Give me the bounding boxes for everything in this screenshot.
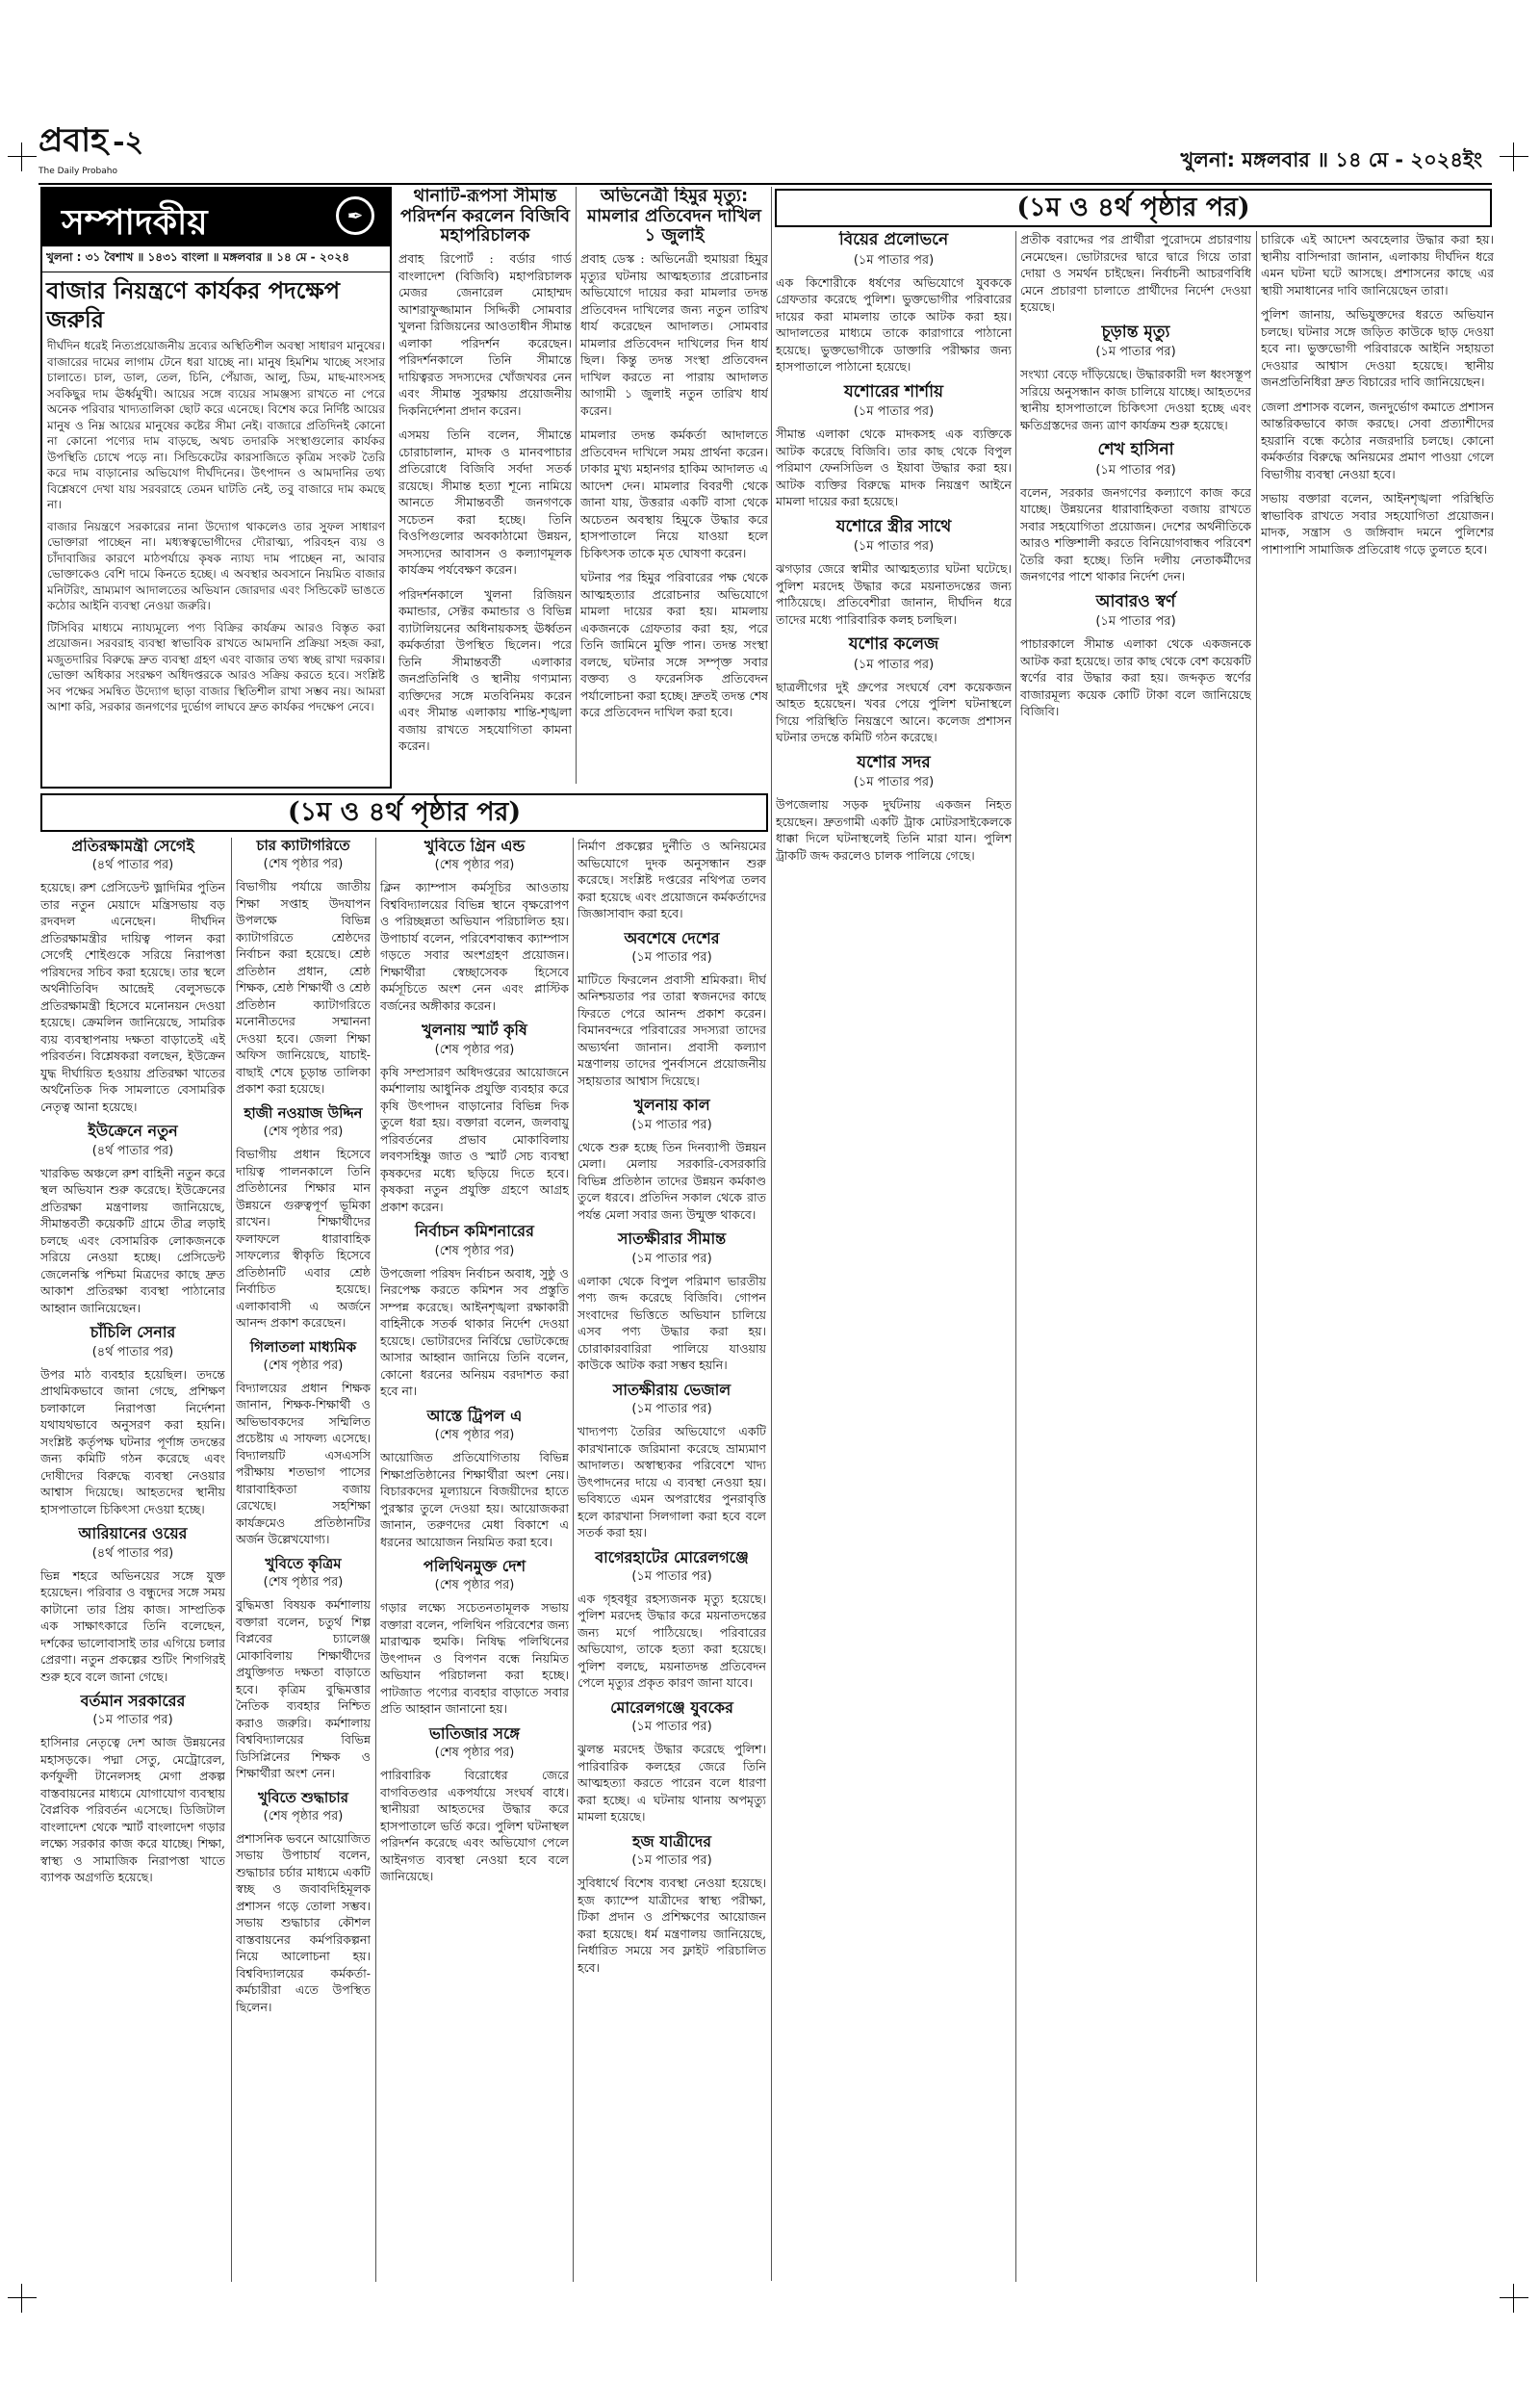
story-headline: আরিয়ানের ওয়ের (78, 1524, 188, 1543)
story-body: বিদ্যালয়ের প্রধান শিক্ষক জানান, শিক্ষক-শিক্ষার্থী ও অভিভাবকদের সম্মিলিত প্রচেষ্টায় এ সাফল্য এসেছে। বিদ্যালয়টি এসএসসি পরীক্ষায় শতভাগ পাসের ধারাবাহিকতা বজায় রেখেছে। সহশিক্ষা কার্যক্রমেও প্রতিষ্ঠানটির অর্জন উল্লেখযোগ্য। (236, 1380, 371, 1547)
story-body: মাটিতে ফিরলেন প্রবাসী শ্রমিকরা। দীর্ঘ অনিশ্চয়তার পর তারা স্বজনদের কাছে ফিরতে পেরে আনন্দ প্রকাশ করেন। বিমানবন্দরে পরিবারের সদস্যরা তাদের অভ্যর্থনা জানান। প্রবাসী কল্যাণ মন্ত্রণালয় তাদের পুনর্বাসনে প্রয়োজনীয় সহায়তার আশ্বাস দিয়েছে। (578, 971, 766, 1088)
continued-from: (শেষ পৃষ্ঠার পর) (263, 1808, 344, 1824)
continuation-banner-middle: (১ম ও ৪র্থ পৃষ্ঠার পর) (40, 793, 768, 832)
story-headline: চাঁচিলি সেনার (90, 1323, 176, 1342)
continued-from: (১ম পাতার পর) (631, 1853, 712, 1869)
story-body: এক কিশোরীকে ধর্ষণের অভিযোগে যুবককে গ্রেফতার করেছে পুলিশ। ভুক্তভোগীর পরিবারের দায়ের করা মামলায় তাকে আটক করা হয়। আদালতের মাধ্যমে তাকে কারাগারে পাঠানো হয়েছে। ভুক্তভোগীকে ডাক্তারি পরীক্ষার জন্য হাসপাতালে পাঠানো হয়েছে। (776, 274, 1012, 375)
story-headline: যশোরে স্ত্রীর সাথে (835, 516, 952, 536)
story-headline: চূড়ান্ত মৃত্যু (1101, 322, 1170, 342)
top-story-bgb (398, 187, 572, 789)
header-rule (38, 183, 1492, 185)
story-body: সীমান্ত এলাকা থেকে মাদকসহ এক ব্যক্তিকে আটক করেছে বিজিবি। তার কাছ থেকে বিপুল পরিমাণ ফেনসিডিল ও ইয়াবা উদ্ধার করা হয়। আটক ব্যক্তির বিরুদ্ধে মাদক নিয়ন্ত্রণ আইনে মামলা দায়ের করা হয়েছে। (776, 427, 1012, 509)
continued-from: (১ম পাতার পর) (1095, 345, 1176, 360)
continued-from: (১ম পাতার পর) (631, 1402, 712, 1417)
continued-from: (শেষ পৃষ্ঠার পর) (263, 1575, 344, 1590)
story (578, 1382, 766, 1541)
story-paragraph: প্রবাহ রিপোর্ট : বর্ডার গার্ড বাংলাদেশ (বিজিবি) মহাপরিচালক মেজর জেনারেল মোহাম্মদ আশরাফুজ্জামান সিদ্দিকী সোমবার খুলনা রিজিয়নের আওতাধীন সীমান্ত এলাকা পরিদর্শন করেছেন। পরিদর্শনকালে তিনি সীমান্তে দায়িত্বরত সদস্যদের খোঁজখবর নেন এবং সীমান্ত সুরক্ষায় প্রয়োজনীয় দিকনির্দেশনা প্রদান করেন। (398, 251, 572, 418)
story-body: পাচারকালে সীমান্ত এলাকা থেকে একজনকে আটক করা হয়েছে। তার কাছ থেকে বেশ কয়েকটি স্বর্ণের বার উদ্ধার করা হয়। জব্দকৃত স্বর্ণের বাজারমূল্য কয়েক কোটি টাকা বলে জানিয়েছে বিজিবি। (1020, 636, 1251, 719)
editorial-section (40, 187, 392, 789)
date-text: খুলনা: মঙ্গলবার ॥ ১৪ মে - ২০২৪ইং (1180, 148, 1482, 171)
story (578, 1097, 766, 1223)
story-headline: হাজী নওয়াজ উদ্দিন (244, 1103, 363, 1122)
story-headline: খুলনায় কাল (633, 1096, 710, 1115)
story-headline: চার ক্যাটাগরিতে (256, 838, 350, 854)
story-body: থেকে শুরু হচ্ছে তিন দিনব্যাপী উন্নয়ন মেলা। মেলায় সরকারি-বেসরকারি বিভিন্ন প্রতিষ্ঠান তাদের উন্নয়ন কর্মকাণ্ড তুলে ধরবে। প্রতিদিন সকাল থেকে রাত পর্যন্ত মেলা সবার জন্য উন্মুক্ত থাকবে। (578, 1139, 766, 1222)
column-divider (375, 838, 376, 2282)
story-body: ভিন্ন শহরে অভিনয়ের সঙ্গে যুক্ত হয়েছেন। পরিবার ও বন্ধুদের সঙ্গে সময় কাটানো তার প্রিয় কাজ। সাম্প্রতিক এক সাক্ষাৎকারে তিনি বলেছেন, দর্শকের ভালোবাসাই তার এগিয়ে চলার প্রেরণা। নতুন প্রকল্পের শুটিং শিগগিরই শুরু হবে বলে জানা গেছে। (40, 1567, 225, 1684)
story-headline: ইউক্রেনে নতুন (88, 1122, 178, 1141)
continued-from: (১ম পাতার পর) (853, 252, 935, 268)
continued-from: (শেষ পৃষ্ঠার পর) (263, 1125, 344, 1139)
story-body: গড়ার লক্ষ্যে সচেতনতামূলক সভায় বক্তারা বলেন, পলিথিন পরিবেশের জন্য মারাত্মক হুমকি। নিষিদ্ধ পলিথিনের উৎপাদন ও বিপণন বন্ধে নিয়মিত অভিযান পরিচালনা করা হচ্ছে। পাটজাত পণ্যের ব্যবহার বাড়াতে সবার প্রতি আহ্বান জানানো হয়। (380, 1600, 569, 1717)
story (380, 1022, 569, 1215)
story (578, 1230, 766, 1373)
header-date-line (1059, 144, 1482, 177)
story (578, 838, 766, 922)
story-headline: সাতক্ষীরার সীমান্ত (617, 1229, 727, 1249)
story-body: প্রশাসনিক ভবনে আয়োজিত সভায় উপাচার্য বলেন, শুদ্ধাচার চর্চার মাধ্যমে একটি স্বচ্ছ ও জবাবদিহিমূলক প্রশাসন গড়ে তোলা সম্ভব। সভায় শুদ্ধাচার কৌশল বাস্তবায়নের কর্মপরিকল্পনা নিয়ে আলোচনা হয়। বিশ্ববিদ্যালয়ের কর্মকর্তা-কর্মচারীরা এতে উপস্থিত ছিলেন। (236, 1830, 371, 2014)
page-number: -২ (113, 125, 144, 159)
continued-from: (শেষ পৃষ্ঠার পর) (434, 1042, 515, 1057)
story-headline: অবশেষে দেশের (624, 928, 720, 947)
story-headline: বাগেরহাটের মোরেলগঞ্জে (595, 1547, 749, 1566)
story-body: পুলিশ জানায়, অভিযুক্তদের ধরতে অভিযান চলছে। ঘটনার সঙ্গে জড়িত কাউকে ছাড় দেওয়া হবে না। ভুক্তভোগী পরিবারকে আইনি সহায়তা দেওয়ার আশ্বাস দেওয়া হয়েছে। স্থানীয় জনপ্রতিনিধিরা দ্রুত বিচারের দাবি জানিয়েছেন। (1261, 307, 1494, 389)
column-1 (40, 838, 225, 2282)
column-divider (771, 187, 772, 2281)
story-headline: ভাতিজার সঙ্গে (428, 1723, 521, 1743)
story-body (398, 250, 572, 755)
story (1261, 306, 1494, 391)
story-body: ঝগড়ার জেরে স্বামীর আত্মহত্যার ঘটনা ঘটেছে। পুলিশ মরদেহ উদ্ধার করে ময়নাতদন্তের জন্য পাঠিয়েছে। প্রতিবেশীরা জানান, দীর্ঘদিন ধরে তাদের মধ্যে পারিবারিক কলহ চলছিল। (776, 561, 1012, 627)
story-body: খাদ্যপণ্য তৈরির অভিযোগে একটি কারখানাকে জরিমানা করেছে ভ্রাম্যমাণ আদালত। অস্বাস্থ্যকর পরিবেশে খাদ্য উৎপাদনের দায়ে এ ব্যবস্থা নেওয়া হয়। ভবিষ্যতে এমন অপরাধের পুনরাবৃত্তি হলে কারখানা সিলগালা করা হবে বলে সতর্ক করা হয়। (578, 1424, 766, 1540)
story (380, 1725, 569, 1885)
continued-from: (১ম পাতার পর) (631, 1568, 712, 1584)
story-headline: যশোর কলেজ (848, 634, 939, 655)
continued-from: (১ম পাতার পর) (853, 539, 935, 555)
story-headline: সাতক্ষীরায় ভেজাল (612, 1380, 732, 1399)
continuation-banner-top: (১ম ও ৪র্থ পৃষ্ঠার পর) (775, 189, 1492, 227)
story-body: বিভাগীয় পর্যায়ে জাতীয় শিক্ষা সপ্তাহ উদযাপন উপলক্ষে বিভিন্ন ক্যাটাগরিতে শ্রেষ্ঠদের নির্বাচন করা হয়েছে। শ্রেষ্ঠ প্রতিষ্ঠান প্রধান, শ্রেষ্ঠ শিক্ষক, শ্রেষ্ঠ শিক্ষার্থী ও শ্রেষ্ঠ প্রতিষ্ঠান ক্যাটাগরিতে মনোনীতদের সম্মাননা দেওয়া হবে। জেলা শিক্ষা অফিস জানিয়েছে, যাচাই-বাছাই শেষে চূড়ান্ত তালিকা প্রকাশ করা হয়েছে। (236, 879, 371, 1097)
story (1261, 231, 1494, 298)
column-6 (1020, 231, 1251, 2282)
continued-from: (১ম পাতার পর) (1095, 462, 1176, 478)
column-2 (236, 838, 371, 2282)
story-headline: যশোরের শার্শায় (843, 381, 944, 401)
column-divider (1256, 231, 1257, 2282)
story (236, 1105, 371, 1332)
story-body: নির্মাণ প্রকল্পের দুর্নীতি ও অনিয়মের অভিযোগে দুদক অনুসন্ধান শুরু করেছে। সংশ্লিষ্ট দপ্তরের নথিপত্র তলব করা হয়েছে এবং প্রয়োজনে কর্মকর্তাদের জিজ্ঞাসাবাদ করা হবে। (578, 839, 766, 920)
story-headline: খুবিতে গ্রিন এন্ড (424, 838, 526, 855)
story (236, 1339, 371, 1548)
continued-from: (১ম পাতার পর) (631, 1251, 712, 1266)
column-3 (380, 838, 569, 2282)
story (1020, 441, 1251, 585)
story-body: ক্লিন ক্যাম্পাস কর্মসূচির আওতায় বিশ্ববিদ্যালয়ের বিভিন্ন স্থানে বৃক্ষরোপণ ও পরিচ্ছন্নতা অভিযান পরিচালিত হয়। উপাচার্য বলেন, পরিবেশবান্ধব ক্যাম্পাস গড়তে সবার অংশগ্রহণ প্রয়োজন। শিক্ষার্থীরা স্বেচ্ছাসেবক হিসেবে কর্মসূচিতে অংশ নেন এবং প্লাস্টিক বর্জনের অঙ্গীকার করেন। (380, 880, 569, 1013)
continued-from: (শেষ পৃষ্ঠার পর) (263, 1358, 344, 1373)
story-paragraph: প্রবাহ ডেস্ক : অভিনেত্রী হুমায়রা হিমুর মৃত্যুর ঘটনায় আত্মহত্যার প্ররোচনার অভিযোগে দায়ের করা মামলার তদন্ত প্রতিবেদন দাখিলের জন্য নতুন তারিখ ধার্য করেছেন আদালত। সোমবার মামলার প্রতিবেদন দাখিলের দিন ধার্য ছিল। কিন্তু তদন্ত সংস্থা প্রতিবেদন দাখিল করতে না পারায় আদালত আগামী ১ জুলাই নতুন তারিখ ধার্য করেন। (580, 251, 768, 418)
editorial-headline: বাজার নিয়ন্ত্রণে কার্যকর পদক্ষেপ জরুরি (46, 277, 341, 333)
story-body: উপজেলায় সড়ক দুর্ঘটনায় একজন নিহত হয়েছেন। দ্রুতগামী একটি ট্রাক মোটরসাইকেলকে ধাক্কা দিলে ঘটনাস্থলেই তিনি মারা যান। পুলিশ ট্রাকটি জব্দ করলেও চালক পালিয়ে গেছে। (776, 797, 1012, 863)
story (236, 838, 371, 1098)
story (776, 754, 1012, 865)
story (776, 635, 1012, 746)
registration-mark-top-right (1500, 142, 1528, 171)
story-body: চারিকে এই আদেশ অবহেলার উদ্ধার করা হয়। স্থানীয় বাসিন্দারা জানান, এলাকায় দীর্ঘদিন ধরে এমন ঘটনা ঘটে আসছে। প্রশাসনের কাছে এর স্থায়ী সমাধানের দাবি জানিয়েছেন তারা। (1261, 232, 1494, 298)
continued-from: (৪র্থ পাতার পর) (91, 1143, 174, 1158)
story-body: বিভাগীয় প্রধান হিসেবে দায়িত্ব পালনকালে তিনি প্রতিষ্ঠানের শিক্ষার মান উন্নয়নে গুরুত্বপূর্ণ ভূমিকা রাখেন। শিক্ষার্থীদের ফলাফলে ধারাবাহিক সাফল্যের স্বীকৃতি হিসেবে প্রতিষ্ঠানটি এবার শ্রেষ্ঠ নির্বাচিত হয়েছে। এলাকাবাসী এ অর্জনে আনন্দ প্রকাশ করেছেন। (236, 1147, 371, 1330)
editorial-paragraph: দীর্ঘদিন ধরেই নিত্যপ্রয়োজনীয় দ্রব্যের অস্থিতিশীল অবস্থা সাধারণ মানুষের। বাজারের দামের লাগাম টেনে ধরা যাচ্ছে না। মানুষ হিমশিম খাচ্ছে সংসার চালাতে। চাল, ডাল, তেল, চিনি, পেঁয়াজ, আলু, ডিম, মাছ-মাংসসহ সবকিছুর দাম ঊর্ধ্বমুখী। আয়ের সঙ্গে ব্যয়ের সামঞ্জস্য রাখতে না পেরে অনেক পরিবার খাদ্যতালিকা ছোট করে এনেছে। বিশেষ করে নির্দিষ্ট আয়ের মানুষ ও নিম্ন আয়ের মানুষের কষ্টের সীমা নেই। বাজারে প্রতিদিনই কোনো না কোনো পণ্যের দাম বাড়ছে, অথচ তদারকি সংস্থাগুলোর কার্যকর উপস্থিতি চোখে পড়ে না। সিন্ডিকেটের কারসাজিতে কৃত্রিম সংকট তৈরি করে দাম বাড়ানোর অভিযোগ দীর্ঘদিনের। উৎপাদন ও আমদানির তথ্য বিশ্লেষণে দেখা যায় সরবরাহে তেমন ঘাটতি নেই, তবু বাজারে দাম কমছে না। (47, 339, 385, 511)
story-body: প্রতীক বরাদ্দের পর প্রার্থীরা পুরোদমে প্রচারণায় নেমেছেন। ভোটারদের দ্বারে দ্বারে গিয়ে তারা দোয়া ও সমর্থন চাইছেন। নির্বাচনী আচরণবিধি মেনে প্রচারণা চালাতে প্রার্থীদের নির্দেশ দেওয়া হয়েছে। (1020, 232, 1251, 314)
story-body: আয়োজিত প্রতিযোগিতায় বিভিন্ন শিক্ষাপ্রতিষ্ঠানের শিক্ষার্থীরা অংশ নেয়। বিচারকদের মূল্যায়নে বিজয়ীদের হাতে পুরস্কার তুলে দেওয়া হয়। আয়োজকরা জানান, তরুণদের মেধা বিকাশে এ ধরনের আয়োজন নিয়মিত করা হবে। (380, 1450, 569, 1549)
continued-from: (শেষ পৃষ্ঠার পর) (263, 857, 344, 872)
story-body: জেলা প্রশাসক বলেন, জনদুর্ভোগ কমাতে প্রশাসন আন্তরিকভাবে কাজ করছে। সেবা প্রত্যাশীদের হয়রানি বন্ধে কঠোর নজরদারি চলছে। কোনো কর্মকর্তার বিরুদ্ধে অনিয়মের প্রমাণ পাওয়া গেলে বিভাগীয় ব্যবস্থা নেওয়া হবে। (1261, 399, 1494, 481)
story-body: সংখ্যা বেড়ে দাঁড়িয়েছে। উদ্ধারকারী দল ধ্বংসস্তূপ সরিয়ে অনুসন্ধান কাজ চালিয়ে যাচ্ছে। আহতদের স্থানীয় হাসপাতালে চিকিৎসা দেওয়া হচ্ছে এবং ক্ষতিগ্রস্তদের জন্য ত্রাণ কার্যক্রম শুরু হয়েছে। (1020, 367, 1251, 432)
story-body: খারকিভ অঞ্চলে রুশ বাহিনী নতুন করে স্থল অভিযান শুরু করেছে। ইউক্রেনের প্রতিরক্ষা মন্ত্রণালয় জানিয়েছে, সীমান্তবর্তী কয়েকটি গ্রামে তীব্র লড়াই চলছে এবং বেসামরিক লোকজনকে সরিয়ে নেওয়া হচ্ছে। প্রেসিডেন্ট জেলেনস্কি পশ্চিমা মিত্রদের কাছে দ্রুত আকাশ প্রতিরক্ষা ব্যবস্থা পাঠানোর আহ্বান জানিয়েছেন। (40, 1165, 225, 1315)
story (776, 383, 1012, 510)
logo-tagline: The Daily Probaho (38, 167, 117, 176)
story-body: উপর মাঠ ব্যবহার হয়েছিল। তদন্তে প্রাথমিকভাবে জানা গেছে, প্রশিক্ষণ চলাকালে নিরাপত্তা নির্দেশনা যথাযথভাবে অনুসরণ করা হয়নি। সংশ্লিষ্ট কর্তৃপক্ষ ঘটনার পূর্ণাঙ্গ তদন্তের জন্য কমিটি গঠন করেছে এবং দোষীদের বিরুদ্ধে ব্যবস্থা নেওয়ার আশ্বাস দিয়েছে। আহতদের স্থানীয় হাসপাতালে চিকিৎসা দেওয়া হচ্ছে। (40, 1366, 225, 1516)
story-body: এক গৃহবধূর রহস্যজনক মৃত্যু হয়েছে। পুলিশ মরদেহ উদ্ধার করে ময়নাতদন্তের জন্য মর্গে পাঠিয়েছে। পরিবারের অভিযোগ, তাকে হত্যা করা হয়েছে। পুলিশ বলছে, ময়নাতদন্ত প্রতিবেদন পেলে মৃত্যুর প্রকৃত কারণ জানা যাবে। (578, 1591, 766, 1691)
story-paragraph: ঘটনার পর হিমুর পরিবারের পক্ষ থেকে আত্মহত্যার প্ররোচনার অভিযোগে মামলা দায়ের করা হয়। মামলায় একজনকে গ্রেফতার করা হয়, পরে তিনি জামিনে মুক্তি পান। তদন্ত সংস্থা বলছে, ঘটনার সঙ্গে সম্পৃক্ত সবার বক্তব্য ও ফরেনসিক প্রতিবেদন পর্যালোচনা করা হচ্ছে। দ্রুতই তদন্ত শেষ করে প্রতিবেদন দাখিল করা হবে। (580, 570, 768, 720)
continued-from: (১ম পাতার পর) (631, 949, 712, 965)
story (380, 838, 569, 1014)
story-body: কৃষি সম্প্রসারণ অধিদপ্তরের আয়োজনে কর্মশালায় আধুনিক প্রযুক্তি ব্যবহার করে কৃষি উৎপাদন বাড়ানোর বিভিন্ন দিক তুলে ধরা হয়। বক্তারা বলেন, জলবায়ু পরিবর্তনের প্রভাব মোকাবিলায় লবণসহিষ্ণু জাত ও স্মার্ট সেচ ব্যবস্থা কৃষকদের মধ্যে ছড়িয়ে দিতে হবে। কৃষকরা নতুন প্রযুক্তি গ্রহণে আগ্রহ প্রকাশ করেন। (380, 1064, 569, 1214)
story (1020, 324, 1251, 434)
editorial-paragraph: বাজার নিয়ন্ত্রণে সরকারের নানা উদ্যোগ থাকলেও তার সুফল সাধারণ ভোক্তারা পাচ্ছেন না। মধ্যস্বত্বভোগীদের দৌরাত্ম্য, পরিবহন ব্যয় ও চাঁদাবাজির কারণে মাঠপর্যায়ে কৃষক ন্যায্য দাম পাচ্ছেন না, আবার ভোক্তাকেও বেশি দামে কিনতে হচ্ছে। এ অবস্থার অবসানে নিয়মিত বাজার মনিটরিং, ভ্রাম্যমাণ আদালতের অভিযান জোরদার এবং সিন্ডিকেট ভাঙতে কঠোর আইনি ব্যবস্থা নেওয়া জরুরি। (47, 519, 385, 612)
column-divider (573, 838, 574, 2282)
story-headline: আস্তে ট্রিপল এ (426, 1406, 523, 1425)
continued-from: (১ম পাতার পর) (853, 775, 935, 790)
story-headline: বিয়ের প্রলোভনে (838, 231, 949, 249)
story (776, 231, 1012, 375)
story-body: ঝুলন্ত মরদেহ উদ্ধার করেছে পুলিশ। পারিবারিক কলহের জেরে তিনি আত্মহত্যা করতে পারেন বলে ধারণা করা হচ্ছে। এ ঘটনায় থানায় অপমৃত্যু মামলা হয়েছে। (578, 1742, 766, 1825)
story-headline: অভিনেত্রী হিমুর মৃত্যু: মামলার প্রতিবেদন দাখিল ১ জুলাই (587, 187, 761, 246)
story-headline: গিলাতলা মাধ্যমিক (249, 1337, 357, 1356)
continued-from: (শেষ পৃষ্ঠার পর) (434, 1746, 515, 1761)
story-body: হাসিনার নেতৃত্বে দেশ আজ উন্নয়নের মহাসড়কে। পদ্মা সেতু, মেট্রোরেল, কর্ণফুলী টানেলসহ মেগা প্রকল্প বাস্তবায়নের মাধ্যমে যোগাযোগ ব্যবস্থায় বৈপ্লবিক পরিবর্তন এসেছে। ডিজিটাল বাংলাদেশ থেকে স্মার্ট বাংলাদেশ গড়ার লক্ষ্যে সরকার কাজ করে যাচ্ছে। শিক্ষা, স্বাস্থ্য ও সামাজিক নিরাপত্তা খাতে ব্যাপক অগ্রগতি হয়েছে। (40, 1735, 225, 1885)
story-headline: শেখ হাসিনা (1097, 440, 1174, 460)
column-7 (1261, 231, 1494, 2282)
story (1261, 399, 1494, 483)
story-body: বুদ্ধিমত্তা বিষয়ক কর্মশালায় বক্তারা বলেন, চতুর্থ শিল্প বিপ্লবের চ্যালেঞ্জ মোকাবিলায় শিক্ষার্থীদের প্রযুক্তিগত দক্ষতা বাড়াতে হবে। কৃত্রিম বুদ্ধিমত্তার নৈতিক ব্যবহার নিশ্চিত করাও জরুরি। কর্মশালায় বিশ্ববিদ্যালয়ের বিভিন্ন ডিসিপ্লিনের শিক্ষক ও শিক্ষার্থীরা অংশ নেন। (236, 1597, 371, 1780)
story-body (580, 250, 768, 721)
editorial-date: খুলনা : ৩১ বৈশাখ ॥ ১৪৩১ বাংলা ॥ মঙ্গলবার ॥ ১৪ মে - ২০২৪ (42, 246, 390, 272)
story-body: এলাকা থেকে বিপুল পরিমাণ ভারতীয় পণ্য জব্দ করেছে বিজিবি। গোপন সংবাদের ভিত্তিতে অভিযান চালিয়ে এসব পণ্য উদ্ধার করা হয়। চোরাকারবারিরা পালিয়ে যাওয়ায় কাউকে আটক করা সম্ভব হয়নি। (578, 1273, 766, 1373)
continued-from: (৪র্থ পাতার পর) (91, 1545, 174, 1561)
story-body: বলেন, সরকার জনগণের কল্যাণে কাজ করে যাচ্ছে। উন্নয়নের ধারাবাহিকতা বজায় রাখতে সবার সহযোগিতা প্রয়োজন। দেশের অর্থনীতিকে আরও শক্তিশালী করতে বিনিয়োগবান্ধব পরিবেশ তৈরি করা হচ্ছে। তিনি দলীয় নেতাকর্মীদের জনগণের পাশে থাকার নির্দেশ দেন। (1020, 484, 1251, 584)
continued-from: (৪র্থ পাতার পর) (91, 1344, 174, 1359)
story-paragraph: মামলার তদন্ত কর্মকর্তা আদালতে প্রতিবেদন দাখিলে সময় প্রার্থনা করেন। ঢাকার মুখ্য মহানগর হাকিম আদালত এ আদেশ দেন। মামলার বিবরণী থেকে জানা যায়, উত্তরার একটি বাসা থেকে অচেতন অবস্থায় হিমুকে উদ্ধার করে হাসপাতালে নিয়ে যাওয়া হলে চিকিৎসক তাকে মৃত ঘোষণা করেন। (580, 427, 768, 560)
story (578, 1833, 766, 1976)
continued-from: (শেষ পৃষ্ঠার পর) (434, 1428, 515, 1443)
story-headline: প্রতিরক্ষামন্ত্রী সেগেই (71, 838, 194, 855)
editorial-paragraph: টিসিবির মাধ্যমে ন্যায্যমূল্যে পণ্য বিক্রির কার্যক্রম আরও বিস্তৃত করা প্রয়োজন। সরবরাহ ব্যবস্থা স্বাভাবিক রাখতে আমদানি প্রক্রিয়া সহজ করা, মজুতদারির বিরুদ্ধে দ্রুত ব্যবস্থা গ্রহণ এবং বাজার তথ্য স্বচ্ছ রাখা দরকার। ভোক্তা অধিকার সংরক্ষণ অধিদপ্তরকে আরও সক্রিয় করতে হবে। সংশ্লিষ্ট সব পক্ষের সমন্বিত উদ্যোগ ছাড়া বাজার স্থিতিশীল রাখা সম্ভব নয়। আমরা আশা করি, সরকার জনগণের দুর্ভোগ লাঘবে দ্রুত কার্যকর পদক্ষেপ নেবে। (47, 620, 385, 713)
continued-from: (১ম পাতার পর) (853, 404, 935, 420)
story-body: পারিবারিক বিরোধের জেরে বাগবিতণ্ডার একপর্যায়ে সংঘর্ষ বাধে। স্থানীয়রা আহতদের উদ্ধার করে হাসপাতালে ভর্তি করে। পুলিশ ঘটনাস্থল পরিদর্শন করেছে এবং অভিযোগ পেলে আইনগত ব্যবস্থা নেওয়া হবে বলে জানিয়েছে। (380, 1768, 569, 1884)
story-headline: নির্বাচন কমিশনারের (415, 1222, 534, 1241)
continued-from: (১ম পাতার পর) (1095, 614, 1176, 630)
story-headline: থানাটি-রূপসা সীমান্ত পরিদর্শন করলেন বিজিবি মহাপরিচালক (399, 187, 571, 246)
story (578, 1699, 766, 1825)
story-headline: বর্তমান সরকারের (80, 1692, 186, 1711)
story-headline: মোরেলগঞ্জে যুবকের (610, 1697, 733, 1717)
column-4 (578, 838, 766, 2282)
story (578, 930, 766, 1090)
editorial-masthead (42, 189, 390, 246)
story-headline: আবারও স্বর্ণ (1095, 591, 1176, 611)
story (236, 1556, 371, 1782)
story-paragraph: পরিদর্শনকালে খুলনা রিজিয়ন কমান্ডার, সেক্টর কমান্ডার ও বিভিন্ন ব্যাটালিয়নের অধিনায়কসহ ঊর্ধ্বতন কর্মকর্তারা উপস্থিত ছিলেন। পরে তিনি সীমান্তবর্তী এলাকার জনপ্রতিনিধি ও স্থানীয় গণ্যমান্য ব্যক্তিদের সঙ্গে মতবিনিময় করেন এবং সীমান্ত এলাকায় শান্তি-শৃঙ্খলা বজায় রাখতে সহযোগিতা কামনা করেন। (398, 586, 572, 754)
masthead-logo (38, 116, 231, 183)
continued-from: (৪র্থ পাতার পর) (91, 858, 174, 873)
story (380, 1223, 569, 1399)
continued-from: (১ম পাতার পর) (92, 1713, 173, 1728)
story-body: হয়েছে। রুশ প্রেসিডেন্ট ভ্লাদিমির পুতিন তার নতুন মেয়াদে মন্ত্রিসভায় বড় রদবদল এনেছেন। দীর্ঘদিন প্রতিরক্ষামন্ত্রীর দায়িত্ব পালন করা সের্গেই শোইগুকে সরিয়ে নিরাপত্তা পরিষদের সচিব করা হয়েছে। তার স্থলে অর্থনীতিবিদ আন্দ্রেই বেলুসভকে প্রতিরক্ষামন্ত্রী হিসেবে মনোনয়ন দেওয়া হয়েছে। ক্রেমলিন জানিয়েছে, সামরিক ব্যয় ব্যবস্থাপনায় দক্ষতা বাড়াতেই এই পরিবর্তন। বিশ্লেষকরা বলছেন, ইউক্রেন যুদ্ধ দীর্ঘায়িত হওয়ায় প্রতিরক্ষা খাতের অর্থনৈতিক দিক সামলাতে বেসামরিক নেতৃত্ব আনা হয়েছে। (40, 880, 225, 1114)
story-headline: খুলনায় স্মার্ট কৃষি (422, 1021, 527, 1040)
continued-from: (শেষ পৃষ্ঠার পর) (434, 858, 515, 873)
continued-from: (১ম পাতার পর) (631, 1720, 712, 1735)
story-headline: খুবিতে কৃত্রিম (265, 1554, 342, 1572)
continued-from: (১ম পাতার পর) (631, 1117, 712, 1132)
story-headline: যশোর সদর (857, 752, 931, 772)
story-headline: খুবিতে শুদ্ধাচার (258, 1788, 348, 1806)
story-body: সুবিধার্থে বিশেষ ব্যবস্থা নেওয়া হয়েছে। হজ ক্যাম্পে যাত্রীদের স্বাস্থ্য পরীক্ষা, টিকা প্রদান ও প্রশিক্ষণের আয়োজন করা হয়েছে। ধর্ম মন্ত্রণালয় জানিয়েছে, নির্ধারিত সময়ে সব ফ্লাইট পরিচালিত হবে। (578, 1876, 766, 1975)
story-body: ছাত্রলীগের দুই গ্রুপের সংঘর্ষে বেশ কয়েকজন আহত হয়েছেন। খবর পেয়ে পুলিশ ঘটনাস্থলে গিয়ে পরিস্থিতি নিয়ন্ত্রণে আনে। কলেজ প্রশাসন ঘটনার তদন্তে কমিটি গঠন করেছে। (776, 679, 1012, 745)
story (776, 518, 1012, 629)
registration-mark-bottom-left (8, 2284, 37, 2313)
story (236, 1790, 371, 2016)
continued-from: (শেষ পৃষ্ঠার পর) (434, 1243, 515, 1258)
pen-icon: ✒ (336, 196, 374, 235)
story (40, 1693, 225, 1886)
story (40, 1123, 225, 1316)
registration-mark-top-left (8, 142, 37, 171)
story (40, 1525, 225, 1685)
story (40, 838, 225, 1115)
story (1020, 593, 1251, 720)
story-headline: পলিথিনমুক্ত দেশ (423, 1557, 526, 1576)
story (380, 1408, 569, 1550)
story-body: সভায় বক্তারা বলেন, আইনশৃঙ্খলা পরিস্থিতি স্বাভাবিক রাখতে সবার সহযোগিতা প্রয়োজন। মাদক, সন্ত্রাস ও জঙ্গিবাদ দমনে পুলিশের পাশাপাশি সামাজিক প্রতিরোধ গড়ে তুলতে হবে। (1261, 491, 1494, 556)
column-divider (231, 838, 232, 2282)
column-divider (1015, 231, 1016, 2282)
story (380, 1558, 569, 1718)
continued-from: (শেষ পৃষ্ঠার পর) (434, 1578, 515, 1593)
top-story-himu (580, 187, 768, 789)
story-body: উপজেলা পরিষদ নির্বাচন অবাধ, সুষ্ঠু ও নিরপেক্ষ করতে কমিশন সব প্রস্তুতি সম্পন্ন করেছে। আইনশৃঙ্খলা রক্ষাকারী বাহিনীকে সতর্ক থাকার নির্দেশ দেওয়া হয়েছে। ভোটারদের নির্বিঘ্নে ভোটকেন্দ্রে আসার আহ্বান জানিয়ে তিনি বলেন, কোনো ধরনের অনিয়ম বরদাশত করা হবে না। (380, 1265, 569, 1399)
editorial-title: সম্পাদকীয় (62, 202, 208, 243)
column-divider (576, 187, 577, 784)
editorial-body (42, 336, 390, 717)
registration-mark-bottom-right (1500, 2284, 1528, 2313)
story (1020, 231, 1251, 316)
logo-text: প্রবাহ (38, 121, 109, 160)
continued-from: (১ম পাতার পর) (853, 657, 935, 672)
story-paragraph: এসময় তিনি বলেন, সীমান্তে চোরাচালান, মাদক ও মানবপাচার প্রতিরোধে বিজিবি সর্বদা সতর্ক রয়েছে। সীমান্ত হত্যা শূন্যে নামিয়ে আনতে সীমান্তবর্তী জনগণকে সচেতন করা হচ্ছে। তিনি বিওপিগুলোর অবকাঠামো উন্নয়ন, সদস্যদের আবাসন ও কল্যাণমূলক কার্যক্রম পর্যবেক্ষণ করেন। (398, 427, 572, 578)
column-5 (776, 231, 1012, 2282)
story (578, 1549, 766, 1692)
story (1261, 490, 1494, 557)
story-headline: হজ যাত্রীদের (631, 1831, 712, 1851)
story (40, 1324, 225, 1517)
